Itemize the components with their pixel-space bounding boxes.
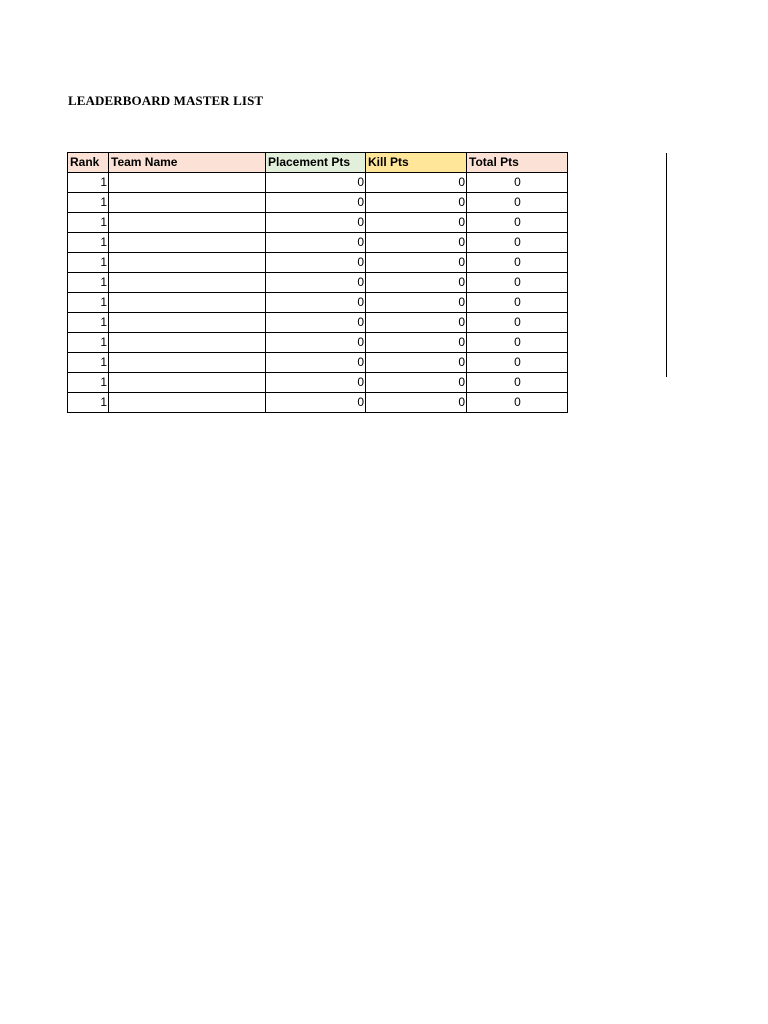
table-row [68,333,568,353]
kill-pts-cell[interactable]: 0 [366,273,467,293]
total-pts-cell[interactable]: 0 [467,273,568,293]
kill-pts-cell[interactable]: 0 [366,213,467,233]
team-name-cell[interactable] [109,293,266,313]
table-row [68,193,568,213]
placement-pts-cell[interactable]: 0 [266,293,366,313]
placement-pts-cell[interactable]: 0 [266,333,366,353]
team-name-cell[interactable] [109,313,266,333]
table-row [68,373,568,393]
header-kill-pts: Kill Pts [366,153,467,173]
rank-cell[interactable]: 1 [68,373,109,393]
kill-pts-cell[interactable]: 0 [366,393,467,413]
rank-cell[interactable]: 1 [68,253,109,273]
vertical-divider [666,153,667,377]
team-name-cell[interactable] [109,393,266,413]
team-name-cell[interactable] [109,213,266,233]
total-pts-cell[interactable]: 0 [467,373,568,393]
placement-pts-cell[interactable]: 0 [266,353,366,373]
kill-pts-cell[interactable]: 0 [366,253,467,273]
leaderboard-table [67,152,568,413]
rank-cell[interactable]: 1 [68,333,109,353]
placement-pts-cell[interactable]: 0 [266,373,366,393]
table-row [68,233,568,253]
team-name-cell[interactable] [109,253,266,273]
total-pts-cell[interactable]: 0 [467,353,568,373]
kill-pts-cell[interactable]: 0 [366,313,467,333]
rank-cell[interactable]: 1 [68,353,109,373]
placement-pts-cell[interactable]: 0 [266,233,366,253]
header-placement-pts: Placement Pts [266,153,366,173]
total-pts-cell[interactable]: 0 [467,233,568,253]
page-title: LEADERBOARD MASTER LIST [68,93,264,108]
rank-cell[interactable]: 1 [68,193,109,213]
placement-pts-cell[interactable]: 0 [266,213,366,233]
table-body [68,173,568,413]
placement-pts-cell[interactable]: 0 [266,193,366,213]
kill-pts-cell[interactable]: 0 [366,173,467,193]
total-pts-cell[interactable]: 0 [467,393,568,413]
placement-pts-cell[interactable]: 0 [266,253,366,273]
table-row [68,253,568,273]
placement-pts-cell[interactable]: 0 [266,173,366,193]
table-row [68,353,568,373]
kill-pts-cell[interactable]: 0 [366,373,467,393]
placement-pts-cell[interactable]: 0 [266,313,366,333]
rank-cell[interactable]: 1 [68,213,109,233]
team-name-cell[interactable] [109,173,266,193]
header-total-pts: Total Pts [467,153,568,173]
total-pts-cell[interactable]: 0 [467,173,568,193]
total-pts-cell[interactable]: 0 [467,213,568,233]
table-row [68,213,568,233]
kill-pts-cell[interactable]: 0 [366,353,467,373]
table-row [68,313,568,333]
total-pts-cell[interactable]: 0 [467,313,568,333]
team-name-cell[interactable] [109,233,266,253]
total-pts-cell[interactable]: 0 [467,333,568,353]
total-pts-cell[interactable]: 0 [467,193,568,213]
rank-cell[interactable]: 1 [68,393,109,413]
team-name-cell[interactable] [109,273,266,293]
team-name-cell[interactable] [109,193,266,213]
table-row [68,293,568,313]
table-row [68,173,568,193]
kill-pts-cell[interactable]: 0 [366,333,467,353]
rank-cell[interactable]: 1 [68,233,109,253]
rank-cell[interactable]: 1 [68,173,109,193]
team-name-cell[interactable] [109,373,266,393]
table-row [68,393,568,413]
total-pts-cell[interactable]: 0 [467,293,568,313]
team-name-cell[interactable] [109,353,266,373]
header-rank: Rank [68,153,109,173]
placement-pts-cell[interactable]: 0 [266,273,366,293]
header-team-name: Team Name [109,153,266,173]
table-row [68,273,568,293]
kill-pts-cell[interactable]: 0 [366,233,467,253]
rank-cell[interactable]: 1 [68,273,109,293]
rank-cell[interactable]: 1 [68,293,109,313]
header-row [68,153,568,173]
team-name-cell[interactable] [109,333,266,353]
rank-cell[interactable]: 1 [68,313,109,333]
kill-pts-cell[interactable]: 0 [366,293,467,313]
kill-pts-cell[interactable]: 0 [366,193,467,213]
placement-pts-cell[interactable]: 0 [266,393,366,413]
total-pts-cell[interactable]: 0 [467,253,568,273]
